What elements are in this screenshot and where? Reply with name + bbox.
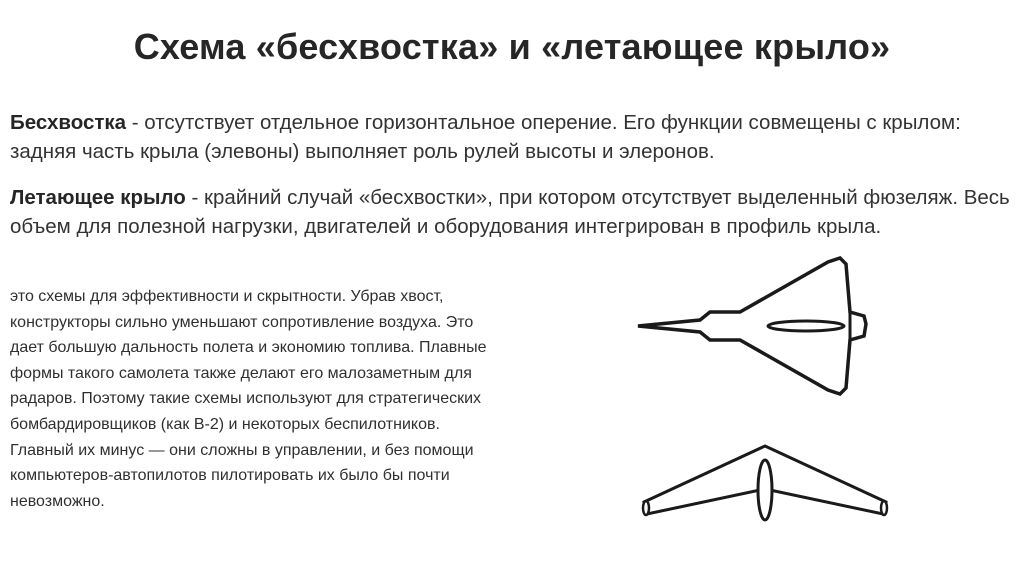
flying-wing-center-body [758,460,772,520]
tailless-aircraft-illustration [628,252,888,400]
definition-tailless [10,108,1010,166]
definition-flying-wing-text: - крайний случай «бесхвостки», при котором отсутствует выделенный фюзеляж. Весь объем для полезной нагрузки, двигателей и оборудования интегрирован в профиль крыла. [10,186,1010,238]
term-flying-wing: Летающее крыло [10,186,186,209]
slide-title: Схема «бесхвостка» и «летающее крыло» [133,26,891,67]
body-text: это схемы для эффективности и скрытности. Убрав хвост, конструкторы сильно уменьшают сопротивление воздуха. Это дает большую дальность полета и экономию топлива. Плавные формы такого самолета также делают его малозаметным для радаров. Поэтому такие схемы используют для стратегических бомбардировщиков (как B-2) и некоторых беспилотников. Главный их минус — они сложны в управлении, и без помощи компьютеров-автопилотов пилотировать их было бы почти невозможно. [10,288,487,510]
tailless-aircraft-canopy [768,321,844,331]
definition-tailless-text: - отсутствует отдельное горизонтальное оперение. Его функции совмещены с крылом: задняя часть крыла (элевоны) выполняет роль рулей высоты и элеронов. [10,111,961,163]
term-tailless: Бесхвостка [10,111,127,134]
flying-wing-illustration [640,440,890,524]
tailless-aircraft-outline [638,258,866,394]
flying-wing-left-tip [643,501,649,515]
flying-wing-right-tip [881,501,887,515]
definition-flying-wing [10,183,1010,241]
